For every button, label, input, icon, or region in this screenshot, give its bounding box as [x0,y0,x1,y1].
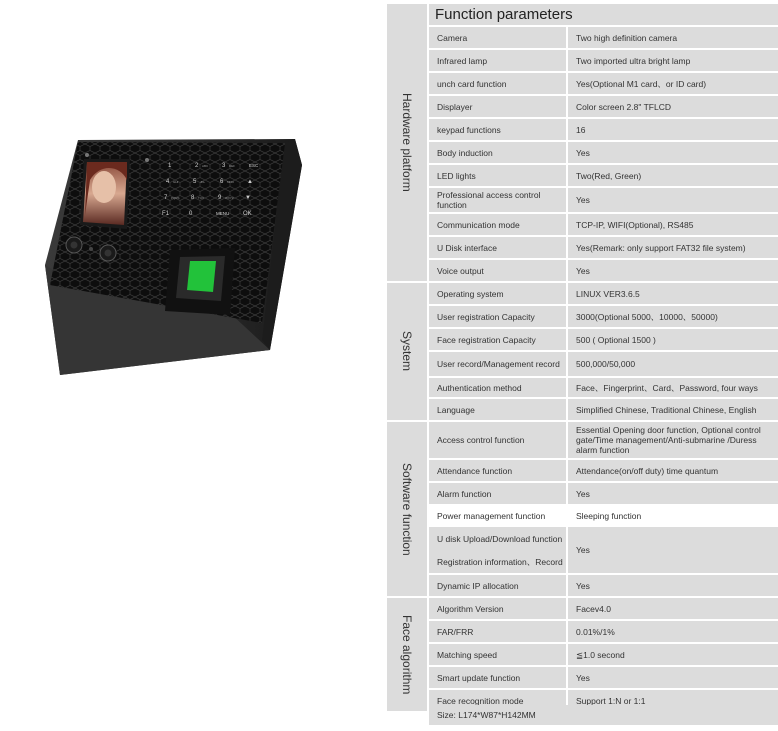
spec-key: Body induction [429,142,566,163]
category-label [387,4,427,281]
spec-row [429,378,778,397]
spec-row [429,329,778,350]
keypad-key-letters: GHI [173,180,179,184]
spec-key: keypad functions [429,119,566,140]
spec-key: Voice output [429,260,566,281]
spec-value: Yes [568,527,778,573]
spec-row [429,165,778,186]
spec-row [429,422,778,458]
table-title: Function parameters [429,4,778,25]
category-column [387,4,429,727]
spec-key: Access control function [429,422,566,458]
category-label [387,598,427,711]
keypad-key: 3 [222,163,226,169]
spec-key: Professional access control function [429,188,566,212]
spec-row [429,188,778,212]
keypad-key: ▲ [247,179,253,185]
device-illustration [40,135,305,375]
spec-key: Matching speed [429,644,566,665]
spec-key: Infrared lamp [429,50,566,71]
spec-key: U Disk interface [429,237,566,258]
keypad-key: 9 [218,195,222,201]
spec-value: Yes(Remark: only support FAT32 file system) [568,237,778,258]
keypad-key: 2 [195,163,199,169]
keypad-key: 6 [220,179,224,185]
spec-value: Yes [568,188,778,212]
spec-value: Color screen 2.8" TFLCD [568,96,778,117]
spec-key: Alarm function [429,483,566,504]
spec-value: Yes [568,142,778,163]
spec-table [387,4,778,727]
spec-key: Camera [429,27,566,48]
spec-key: LED lights [429,165,566,186]
spec-value: Simplified Chinese, Traditional Chinese, English [568,399,778,420]
spec-row [429,598,778,619]
spec-key: Dynamic IP allocation [429,575,566,596]
spec-key-line: Registration information、Record [437,556,563,567]
spec-row [429,399,778,420]
size-note: Size: L174*W87*H142MM [429,705,778,725]
spec-row [429,50,778,71]
spec-key: FAR/FRR [429,621,566,642]
spec-value: Face、Fingerprint、Card、Password, four ways [568,378,778,397]
spec-value: 0.01%/1% [568,621,778,642]
spec-row [429,575,778,596]
spec-key: Smart update function [429,667,566,688]
keypad-key: ESC [249,163,259,168]
keypad-key: 4 [166,179,170,185]
spec-value: LINUX VER3.6.5 [568,283,778,304]
fingerprint-sensor [187,261,216,292]
spec-row [429,260,778,281]
spec-key [429,527,566,573]
keypad-key-letters: ABC [202,164,209,168]
spec-value: Support 1:N or 1:1 [568,690,778,711]
spec-value: Essential Opening door function, Optional control gate/Time management/Anti-submarine /Duress alarm function [568,422,778,458]
spec-value: Yes [568,260,778,281]
spec-key: User registration Capacity [429,306,566,327]
spec-value: 500 ( Optional 1500 ) [568,329,778,350]
spec-key: Face recognition mode [429,690,566,711]
keypad-key-letters: MNO [227,180,234,184]
category-label [387,422,427,596]
face-recognition-terminal-image [40,135,305,375]
spec-value: Two high definition camera [568,27,778,48]
keypad-key: F1 [162,211,170,217]
spec-row [429,73,778,94]
spec-row [429,119,778,140]
category-label [387,283,427,420]
spec-value: Attendance(on/off duty) time quantum [568,460,778,481]
spec-value: Two imported ultra bright lamp [568,50,778,71]
keypad-key: 1 [168,163,172,169]
spec-key: unch card function [429,73,566,94]
spec-row [429,506,778,525]
spec-row [429,142,778,163]
spec-value: 16 [568,119,778,140]
category-text: Hardware platform [400,93,414,192]
keypad-key-letters: WXYZ [225,196,234,200]
spec-value: 3000(Optional 5000、10000、50000) [568,306,778,327]
spec-row [429,96,778,117]
spec-row [429,283,778,304]
spec-row [429,527,778,573]
spec-row [429,237,778,258]
keypad-key: 8 [191,195,195,201]
spec-row [429,621,778,642]
spec-key: Operating system [429,283,566,304]
spec-row [429,667,778,688]
spec-value: Two(Red, Green) [568,165,778,186]
keypad-key-letters: TUV [198,196,204,200]
spec-key: Face registration Capacity [429,329,566,350]
spec-key: Displayer [429,96,566,117]
spec-key: Power management function [429,506,566,525]
keypad-key: 7 [164,195,168,201]
keypad-key: 0 [189,211,193,217]
category-text: System [400,331,414,372]
keypad-key: MENU [216,211,230,216]
spec-value: Facev4.0 [568,598,778,619]
spec-value: ≦1.0 second [568,644,778,665]
spec-row [429,460,778,481]
keypad-key-letters: JKL [200,180,206,184]
spec-value: Sleeping function [568,506,778,525]
spec-key: User record/Management record [429,352,566,376]
keypad-key: 5 [193,179,197,185]
spec-value: Yes [568,667,778,688]
spec-row [429,306,778,327]
spec-row [429,483,778,504]
spec-row [429,644,778,665]
spec-value: Yes [568,483,778,504]
spec-key: Language [429,399,566,420]
spec-key: Algorithm Version [429,598,566,619]
keypad-key: OK [243,211,252,217]
spec-value: TCP-IP, WIFI(Optional), RS485 [568,214,778,235]
category-text: Software function [400,462,414,556]
spec-key: Authentication method [429,378,566,397]
keypad-key: ▼ [245,195,251,201]
spec-row [429,27,778,48]
spec-key: Communication mode [429,214,566,235]
spec-row [429,214,778,235]
spec-row [429,352,778,376]
keypad-key-letters: PQRS [171,196,180,200]
spec-key: Attendance function [429,460,566,481]
spec-value: Yes [568,575,778,596]
category-text: Face algorithm [400,614,414,695]
spec-value: Yes(Optional M1 card、or ID card) [568,73,778,94]
spec-value: 500,000/50,000 [568,352,778,376]
spec-key-line: U disk Upload/Download function [437,533,563,544]
keypad-key-letters: DEF [229,164,235,168]
